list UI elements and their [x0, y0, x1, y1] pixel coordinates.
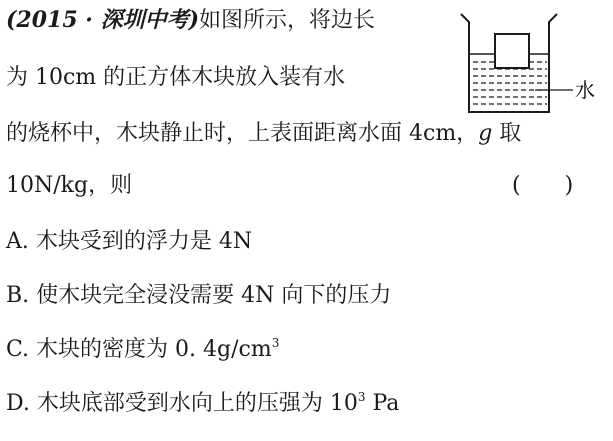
question-source: (2015 · 深圳中考)	[6, 7, 200, 33]
stem-line-3	[6, 120, 521, 148]
beaker-figure	[455, 8, 605, 120]
option-d-exponent: 3	[357, 390, 366, 404]
option-c-exponent: 3	[271, 336, 280, 350]
answer-blank: ( )	[512, 173, 574, 198]
stem-line-2: 为 10cm 的正方体木块放入装有水	[6, 65, 346, 90]
option-c-text: C. 木块的密度为 0. 4g/cm	[6, 337, 272, 362]
stem-text-1: 如图所示，将边长	[199, 8, 376, 33]
stem-line-4: 10N/kg，则	[6, 173, 133, 198]
g-symbol: g	[478, 121, 493, 146]
option-d-unit: Pa	[365, 391, 400, 416]
option-b: B. 使木块完全浸没需要 4N 向下的压力	[6, 283, 392, 308]
option-c	[6, 336, 279, 364]
option-d-text: D. 木块底部受到水向上的压强为 10	[6, 391, 358, 416]
option-d	[6, 390, 399, 418]
water-label: 水	[575, 78, 595, 102]
stem-line-1	[6, 6, 375, 35]
wooden-block	[495, 34, 529, 68]
stem-text-3a: 的烧杯中，木块静止时，上表面距离水面 4cm，	[6, 121, 479, 146]
stem-text-3b: 取	[492, 121, 522, 146]
option-a: A. 木块受到的浮力是 4N	[6, 229, 253, 254]
